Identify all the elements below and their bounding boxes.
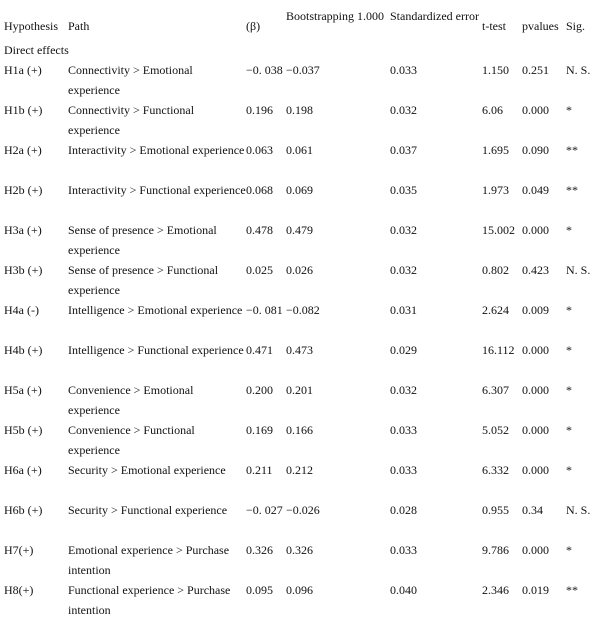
table-row [0,420,600,460]
cell-sig: * [566,463,572,477]
cell-t-test: 0.802 [482,263,509,277]
cell-t-test: 1.695 [482,143,509,157]
cell-hypothesis: H6a (+) [4,463,42,477]
cell-path: Security > Emotional experience [68,463,226,477]
section-label: Direct effects [4,43,69,57]
table-row [0,300,600,340]
cell-standardized-error: 0.032 [390,263,417,277]
header-path: Path [68,19,90,33]
cell-t-test: 16.112 [482,343,515,357]
cell-pvalue: 0.000 [522,543,549,557]
cell-beta: 0.169 [246,423,273,437]
cell-beta: 0.068 [246,183,273,197]
cell-sig: N. S. [566,63,591,77]
section-row [0,40,600,60]
table-row [0,380,600,420]
table-row [0,340,600,380]
cell-beta: 0.471 [246,343,273,357]
cell-path: Convenience > Functional experience [68,423,195,457]
table-row [0,580,600,620]
cell-sig: * [566,303,572,317]
cell-sig: * [566,423,572,437]
cell-standardized-error: 0.031 [390,303,417,317]
cell-pvalue: 0.423 [522,263,549,277]
cell-sig: ** [566,183,578,197]
cell-path: Interactivity > Functional experience [68,183,246,197]
cell-sig: * [566,383,572,397]
cell-pvalue: 0.009 [522,303,549,317]
cell-pvalue: 0.019 [522,583,549,597]
cell-pvalue: 0.251 [522,63,549,77]
cell-hypothesis: H6b (+) [4,503,43,517]
cell-path: Connectivity > Emotional experience [68,63,193,97]
cell-path: Sense of presence > Functional experience [68,263,219,297]
cell-beta: 0.478 [246,223,273,237]
cell-t-test: 0.955 [482,503,509,517]
cell-hypothesis: H1b (+) [4,103,43,117]
table-row [0,260,600,300]
cell-standardized-error: 0.029 [390,343,417,357]
cell-t-test: 9.786 [482,543,509,557]
cell-beta: 0.063 [246,143,273,157]
cell-beta: 0.025 [246,263,273,277]
cell-sig: N. S. [566,503,591,517]
cell-pvalue: 0.000 [522,103,549,117]
cell-bootstrapping: 0.069 [286,183,313,197]
cell-path: Sense of presence > Emotional experience [68,223,217,257]
cell-hypothesis: H7(+) [4,543,34,557]
cell-sig: N. S. [566,263,591,277]
cell-bootstrapping: 0.473 [286,343,313,357]
cell-sig: * [566,103,572,117]
cell-beta: −0. 027 [246,503,283,517]
table-row [0,500,600,540]
cell-standardized-error: 0.033 [390,463,417,477]
cell-bootstrapping: −0.082 [286,303,320,317]
table-row [0,220,600,260]
cell-standardized-error: 0.028 [390,503,417,517]
cell-pvalue: 0.000 [522,383,549,397]
cell-pvalue: 0.090 [522,143,549,157]
cell-sig: * [566,223,572,237]
cell-t-test: 6.332 [482,463,509,477]
cell-bootstrapping: 0.326 [286,543,313,557]
cell-standardized-error: 0.035 [390,183,417,197]
header-sig: Sig. [566,19,586,33]
cell-standardized-error: 0.033 [390,423,417,437]
header-t-test: t-test [482,19,506,33]
cell-path: Security > Functional experience [68,503,228,517]
cell-hypothesis: H5a (+) [4,383,42,397]
cell-pvalue: 0.000 [522,223,549,237]
cell-path: Connectivity > Functional experience [68,103,195,137]
cell-sig: * [566,343,572,357]
cell-standardized-error: 0.033 [390,63,417,77]
cell-hypothesis: H4b (+) [4,343,43,357]
cell-hypothesis: H3b (+) [4,263,43,277]
cell-bootstrapping: −0.037 [286,63,320,77]
cell-bootstrapping: 0.096 [286,583,313,597]
cell-t-test: 15.002 [482,223,515,237]
cell-beta: −0. 038 [246,63,283,77]
table-row [0,60,600,100]
cell-standardized-error: 0.032 [390,383,417,397]
cell-t-test: 1.150 [482,63,509,77]
table-row [0,180,600,220]
cell-path: Functional experience > Purchase intention [68,583,231,617]
cell-bootstrapping: 0.061 [286,143,313,157]
cell-hypothesis: H5b (+) [4,423,43,437]
cell-hypothesis: H2a (+) [4,143,42,157]
cell-standardized-error: 0.033 [390,543,417,557]
cell-bootstrapping: 0.212 [286,463,313,477]
header-beta: (β) [246,19,261,33]
cell-t-test: 6.06 [482,103,503,117]
cell-beta: 0.095 [246,583,273,597]
cell-standardized-error: 0.040 [390,583,417,597]
header-standardized-error: Standardized error [390,9,479,23]
cell-pvalue: 0.000 [522,423,549,437]
table-row [0,100,600,140]
cell-pvalue: 0.34 [522,503,543,517]
cell-hypothesis: H3a (+) [4,223,42,237]
table-row [0,140,600,180]
cell-t-test: 2.346 [482,583,509,597]
cell-pvalue: 0.000 [522,343,549,357]
cell-sig: ** [566,143,578,157]
cell-hypothesis: H4a (-) [4,303,39,317]
cell-beta: −0. 081 [246,303,283,317]
cell-bootstrapping: −0.026 [286,503,320,517]
cell-standardized-error: 0.032 [390,223,417,237]
cell-path: Intelligence > Functional experience [68,343,244,357]
cell-t-test: 2.624 [482,303,509,317]
table-row [0,540,600,580]
cell-sig: * [566,543,572,557]
cell-bootstrapping: 0.198 [286,103,313,117]
cell-bootstrapping: 0.479 [286,223,313,237]
header-bootstrapping: Bootstrapping 1.000 [286,9,384,23]
header-pvalues: pvalues [522,19,559,33]
cell-sig: ** [566,583,578,597]
cell-path: Emotional experience > Purchase intention [68,543,230,577]
cell-bootstrapping: 0.026 [286,263,313,277]
cell-bootstrapping: 0.201 [286,383,313,397]
cell-t-test: 5.052 [482,423,509,437]
cell-path: Intelligence > Emotional experience [68,303,243,317]
cell-beta: 0.211 [246,463,273,477]
cell-standardized-error: 0.037 [390,143,417,157]
cell-bootstrapping: 0.166 [286,423,313,437]
cell-beta: 0.196 [246,103,273,117]
cell-pvalue: 0.000 [522,463,549,477]
cell-standardized-error: 0.032 [390,103,417,117]
cell-beta: 0.326 [246,543,273,557]
cell-beta: 0.200 [246,383,273,397]
cell-pvalue: 0.049 [522,183,549,197]
cell-hypothesis: H1a (+) [4,63,42,77]
table-row [0,460,600,500]
cell-t-test: 6.307 [482,383,509,397]
cell-hypothesis: H8(+) [4,583,34,597]
cell-path: Convenience > Emotional experience [68,383,194,417]
cell-t-test: 1.973 [482,183,509,197]
header-hypothesis: Hypothesis [4,19,58,33]
table-header-row [0,0,600,40]
cell-hypothesis: H2b (+) [4,183,43,197]
cell-path: Interactivity > Emotional experience [68,143,245,157]
